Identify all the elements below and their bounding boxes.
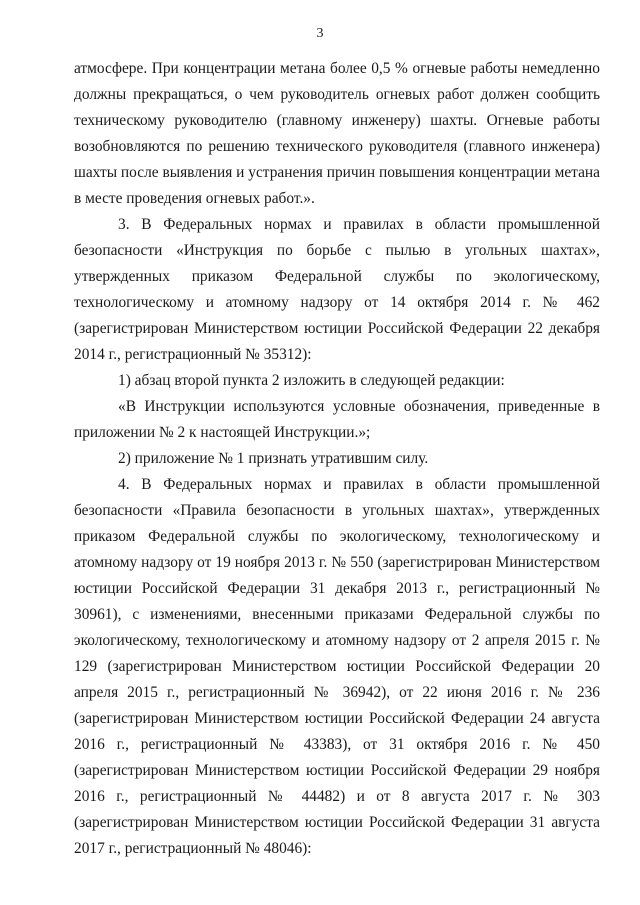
paragraph-continuation: атмосфере. При концентрации метана более 0,5 % огневые работы немедленно должны прекращаться, о чем руководитель огневых работ должен сообщить техническому руководителю (главному инженеру) шахты. Огневые работы возобновляются по решению технического руководителя (главного инженера) шахты после выявления и устранения причин повышения концентрации метана в месте проведения огневых работ.». bbox=[74, 60, 600, 207]
paragraph-item-4: 4. В Федеральных нормах и правилах в области промышленной безопасности «Правила безопасности в угольных шахтах», утвержденных приказом Федеральной службы по экологическому, технологическому и атомному надзору от 19 ноября 2013 г. № 550 (зарегистрирован Министерством юстиции Российской Федерации 31 декабря 2013 г., регистрационный № 30961), с изменениями, внесенными приказами Федеральной службы по экологическому, технологическому и атомному надзору от 2 апреля 2015 г. № 129 (зарегистрирован Министерством юстиции Российской Федерации 20 апреля 2015 г., регистрационный № 36942), от 22 июня 2016 г. № 236 (зарегистрирован Министерством юстиции Российской Федерации 24 августа 2016 г., регистрационный № 43383), от 31 октября 2016 г. № 450 (зарегистрирован Министерством юстиции Российской Федерации 29 ноября 2016 г., регистрационный № 44482) и от 8 августа 2017 г. № 303 (зарегистрирован Министерством юстиции Российской Федерации 31 августа 2017 г., регистрационный № 48046): bbox=[74, 476, 600, 857]
page-number: 3 bbox=[316, 26, 324, 41]
paragraph-item-3: 3. В Федеральных нормах и правилах в области промышленной безопасности «Инструкция по борьбе с пылью в угольных шахтах», утвержденных приказом Федеральной службы по экологическому, технологическому и атомному надзору от 14 октября 2014 г. № 462 (зарегистрирован Министерством юстиции Российской Федерации 22 декабря 2014 г., регистрационный № 35312): bbox=[74, 216, 600, 363]
paragraph-quote: «В Инструкции используются условные обозначения, приведенные в приложении № 2 к настоящей Инструкции.»; bbox=[74, 398, 600, 441]
paragraph-subitem-1: 1) абзац второй пункта 2 изложить в следующей редакции: bbox=[118, 372, 505, 389]
document-body bbox=[74, 56, 600, 862]
paragraph-subitem-2: 2) приложение № 1 признать утратившим силу. bbox=[118, 450, 429, 467]
